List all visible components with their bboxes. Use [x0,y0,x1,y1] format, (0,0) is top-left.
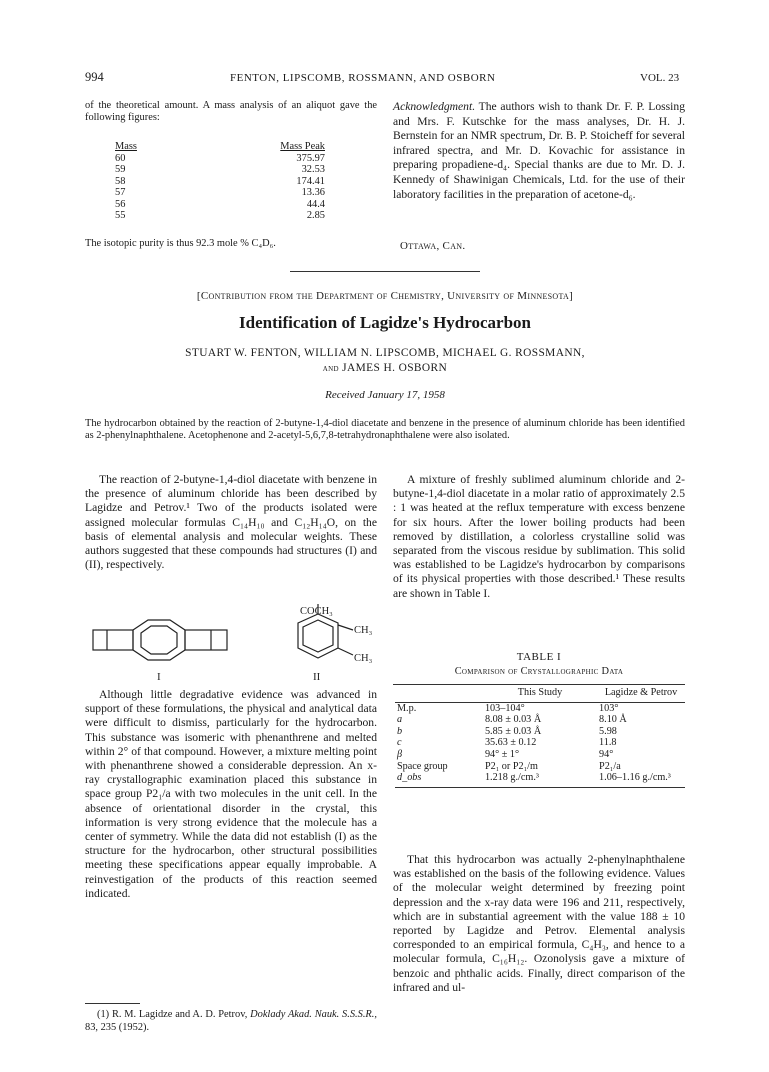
table-row [115,164,335,176]
structure-i-label: I [157,671,161,683]
divider [290,271,480,272]
table-cell: d_obs [397,772,422,784]
table-cell: M.p. [397,702,417,714]
table-cell: β [397,748,403,760]
table-cell: 375.97 [296,152,325,164]
table-cell: 11.8 [599,737,617,749]
table-caption: Comparison of Crystallographic Data [454,666,624,677]
left-para2: Although little degradative evidence was advanced in support of these formulations, the physical and analytical data were difficult to dismiss, particularly for the hydrocarbon. This substance was isomeric with phenanthrene and melted within 2° of that compound. However, a mixture melting point with phenanthrene showed a considerable depression. An x-ray crystallographic examination placed this substance in space group P2₁/a with two molecules in the unit cell. In the absence of orientational disorder in the crystal, this information is very strong evidence that the molecule has a center of symmetry. While the data did not establish (I) as the structure for the hydrocarbon, other structural possibilities meeting these specifications appear equally improbable. A reinvestigation of the products of this reaction seemed indicated. [85,688,377,900]
authors-line2 [85,362,685,374]
table-header-cell: This Study [517,687,563,698]
ack-text: The authors wish to thank Dr. F. P. Lossing and Mrs. F. Kutschke for the mass analyses, Dr. H. J. Bernstein for an NMR spectrum, Dr. B. P. Stoicheff for several infrared spectra, and Mr. D. Kovachic for assistance in preparing propadiene-d₄. Special thanks are due to Mr. D. J. Kennedy of Shawinigan Chemicals, Ltd. for the use of their laboratory facilities in the preparation of acetone-d₆. [393,100,685,201]
table-cell: 8.10 Å [599,714,627,726]
authors-line1: STUART W. FENTON, WILLIAM N. LIPSCOMB, MICHAEL G. ROSSMANN, [185,347,585,359]
table-cell: P2₁/a [599,760,621,772]
footnote-authors: R. M. Lagidze and A. D. Petrov, [111,1009,248,1020]
prev-intro: of the theoretical amount. A mass analysis of an aliquot gave the following figures: [85,100,377,124]
table-label: TABLE I [516,651,562,663]
volume-label: VOL. 23 [640,72,680,84]
table-header-cell [395,687,483,699]
table-row [115,199,335,211]
table-cell: 174.41 [296,175,325,187]
table-row [395,702,685,714]
table-cell: 56 [115,198,126,210]
table-row [115,153,335,165]
table-cell: 103–104° [484,702,525,714]
table-cell: 13.36 [301,187,325,198]
ch3-top-label: CH₃ [354,625,373,636]
table-cell: 57 [115,187,126,198]
table-row [115,187,335,199]
table-cell: Space group [397,760,448,772]
table-row [115,176,335,188]
table-row [395,737,685,749]
table-cell: 2.85 [306,210,325,221]
received-date: Received January 17, 1958 [325,389,445,401]
table-cell: 5.85 ± 0.03 Å [484,725,542,737]
left-para1: The reaction of 2-butyne-1,4-diol diacetate with benzene in the presence of aluminum chloride has been described by Lagidze and Petrov.¹ Two of the products isolated were assigned molecular formulas C₁₄H₁₀ and C₁₂H₁₄O, on the basis of elemental analysis and molecular weights. These authors suggested that these compounds had structures (I) and (II), respectively. [85,473,377,572]
table-cell: 103° [599,702,619,714]
table-cell: c [397,737,402,749]
table-header-row [395,687,685,699]
mass-header: Mass [115,141,137,152]
table-row [395,772,685,784]
structures-figure [85,600,380,690]
mass-peak-header: Mass Peak [280,141,325,152]
author-osborn: JAMES H. OSBORN [342,362,448,374]
table-cell: 60 [115,152,126,164]
coch3-label: COCH₃ [300,606,333,617]
table-row [115,210,335,222]
contribution-line: [Contribution from the Department of Chemistry, University of Minnesota] [196,290,574,302]
footnote-rest: 83, 235 (1952). [85,1021,150,1033]
page-number: 994 [85,70,104,84]
footnote-journal: Doklady Akad. Nauk. S.S.S.R., [250,1009,377,1020]
right-para1: A mixture of freshly sublimed aluminum chloride and 2-butyne-1,4-diol diacetate in a molar ratio of approximately 2.5 : 1 was heated at the reflux temperature with excess benzene for six hours. After the lower boiling products had been removed by distillation, a colorless crystalline solid was separated from the viscous residue by sublimation. This solid was established to be Lagidze's hydrocarbon by comparisons of its physical properties with those described.¹ These results are shown in Table I. [393,473,685,600]
table-cell: 94° ± 1° [484,748,520,760]
footnote-number: (1) [97,1009,110,1020]
ack-label: Acknowledgment. [393,100,476,113]
table-cell: 55 [115,210,126,221]
structure-i-drawing [93,620,227,660]
table-row [395,726,685,738]
authors-and: and [322,363,339,374]
footnote-rule [85,1003,140,1004]
table-row [395,714,685,726]
table-cell: 59 [115,164,126,175]
table-cell: P2₁ or P2₁/m [484,760,538,772]
table-cell: 5.98 [599,725,617,737]
abstract: The hydrocarbon obtained by the reaction of 2-butyne-1,4-diol diacetate and benzene in the presence of aluminum chloride has been identified as 2-phenylnaphthalene. Acetophenone and 2-acetyl-5,6,7,8-tetrahydronaphthalene were also isolated. [85,418,685,442]
mass-table [115,141,335,222]
table-cell: 8.08 ± 0.03 Å [484,714,542,726]
table-cell: b [397,725,403,737]
right-para2: That this hydrocarbon was actually 2-phenylnaphthalene was established on the basis of the following evidence. Values of the molecular weight determined by freezing point depression and the x-ray data were 196 and 211, respectively, which are in substantial agreement with the value 188 ± 10 reported by Lagidze and Petrov. Elemental analysis corresponded to an empirical formula, C₄H₃, and hence to a molecular formula, C₁₆H₁₂. Ozonolysis gave a mixture of benzoic and phthalic acids. Finally, direct comparison of the infrared and ul- [393,853,685,994]
structure-ii-label: II [313,671,321,683]
acknowledgment [393,100,685,202]
running-title: FENTON, LIPSCOMB, ROSSMANN, AND OSBORN [230,72,496,84]
table-cell: 1.218 g./cm.³ [484,772,539,784]
crystallographic-table [395,687,685,788]
place-line: Ottawa, Can. [400,240,466,252]
table-cell: 1.06–1.16 g./cm.³ [599,772,671,784]
table-cell: 58 [115,175,126,187]
isotopic-purity: The isotopic purity is thus 92.3 mole % C₄D₆. [85,238,276,249]
table-header-cell: Lagidze & Petrov [604,687,678,698]
footnote-1 [85,1009,377,1034]
table-row [395,749,685,761]
table-cell: 32.53 [301,164,325,175]
table-cell: 44.4 [306,198,325,210]
table-cell: 35.63 ± 0.12 [484,737,537,749]
table-cell: 94° [599,748,614,760]
article-title: Identification of Lagidze's Hydrocarbon [239,313,531,332]
table-top-rule [393,684,685,685]
ch3-bottom-label: CH₃ [354,653,373,664]
table-cell: a [397,714,403,726]
table-row [395,761,685,773]
